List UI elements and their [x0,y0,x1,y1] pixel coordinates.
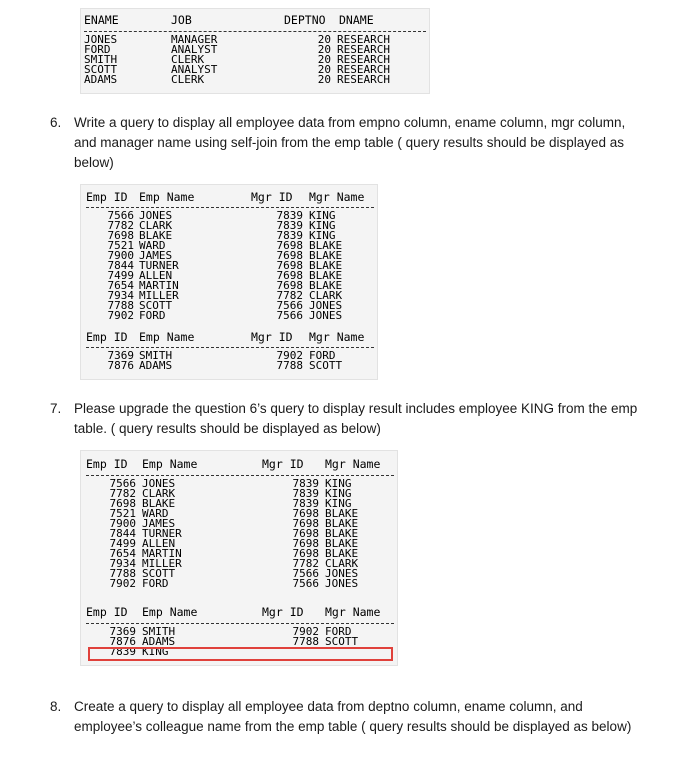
q7-page1-emp-id-column [86,479,136,589]
q5-header-dname: DNAME [339,13,374,27]
q6-page1-mgr-name-column [309,211,342,321]
mgr-name-cell: JONES [325,567,359,580]
q5-result-screenshot [80,8,430,94]
emp-id-cell: 7876 [109,635,136,648]
mgr-id-cell: 7698 [276,259,303,272]
mgr-name-cell: FORD [325,625,352,638]
q7-page1-mgr-id-column [259,479,319,589]
mgr-name-cell: JONES [309,309,343,322]
q7-header2-mgr-id: Mgr ID [262,605,304,619]
question8-number: 8. [50,699,62,714]
dname-cell: RESEARCH [337,33,390,46]
q6-header2-mgr-id: Mgr ID [251,330,293,344]
emp-id-cell: 7566 [107,209,134,222]
emp-name-cell: ADAMS [139,359,173,372]
q5-separator [84,31,426,32]
mgr-name-cell: KING [309,209,336,222]
mgr-id-cell: 7839 [292,497,319,510]
emp-name-cell: SCOTT [142,567,176,580]
mgr-id-cell: 7566 [276,299,303,312]
emp-name-cell: SCOTT [139,299,173,312]
emp-name-cell: JAMES [142,517,176,530]
q7-header-emp-name: Emp Name [142,457,198,471]
q6-page2-emp-name-column [139,351,172,371]
ename-cell: SMITH [84,53,118,66]
mgr-name-cell: JONES [325,577,359,590]
ename-cell: JONES [84,33,118,46]
emp-id-cell: 7782 [107,219,134,232]
q7-separator-1 [86,475,394,476]
emp-name-cell: ALLEN [139,269,173,282]
mgr-id-cell: 7566 [276,309,303,322]
emp-id-cell: 7566 [109,477,136,490]
emp-name-cell: TURNER [139,259,179,272]
q7-header2-emp-name: Emp Name [142,605,198,619]
mgr-id-cell: 7698 [292,537,319,550]
emp-id-cell: 7839 [109,645,136,658]
emp-id-cell: 7521 [107,239,134,252]
mgr-id-cell: 7902 [276,349,303,362]
ename-cell: SCOTT [84,63,118,76]
q6-page2-emp-id-column [86,351,134,371]
mgr-id-cell: 7566 [292,567,319,580]
emp-name-cell: CLARK [142,487,176,500]
job-cell: MANAGER [171,33,218,46]
emp-name-cell: KING [142,645,169,658]
emp-name-cell: TURNER [142,527,182,540]
mgr-name-cell: CLARK [309,289,343,302]
mgr-id-cell: 7839 [276,219,303,232]
question6-number: 6. [50,115,62,130]
deptno-cell: 20 [317,43,331,56]
mgr-name-cell: JONES [309,299,343,312]
q6-page1-emp-id-column [86,211,134,321]
emp-name-cell: FORD [139,309,166,322]
emp-name-cell: MILLER [139,289,179,302]
dname-cell: RESEARCH [337,73,390,86]
emp-name-cell: CLARK [139,219,173,232]
q7-page1-emp-name-column [142,479,182,589]
mgr-name-cell: BLAKE [309,279,343,292]
emp-id-cell: 7788 [109,567,136,580]
question7-text: Please upgrade the question 6’s query to display result includes employee KING from the emp table. ( query results should be displayed as below) [74,401,638,436]
deptno-cell: 20 [317,33,331,46]
q6-header2-emp-id: Emp ID [86,330,128,344]
q6-header-mgr-id: Mgr ID [251,190,293,204]
mgr-name-cell: KING [309,219,336,232]
mgr-id-cell: 7698 [276,249,303,262]
emp-id-cell: 7521 [109,507,136,520]
mgr-name-cell: BLAKE [309,259,343,272]
emp-id-cell: 7900 [107,249,134,262]
q7-result-screenshot [80,450,398,666]
q5-column-ename [84,35,117,85]
emp-id-cell: 7698 [107,229,134,242]
q6-page1-emp-name-column [139,211,179,321]
q5-column-job [171,35,217,85]
q5-column-dname [337,35,390,85]
emp-name-cell: MARTIN [142,547,182,560]
emp-name-cell: ALLEN [142,537,176,550]
q7-header2-mgr-name: Mgr Name [325,605,381,619]
mgr-name-cell: BLAKE [325,527,359,540]
emp-name-cell: MARTIN [139,279,179,292]
mgr-name-cell: BLAKE [309,269,343,282]
emp-name-cell: WARD [142,507,169,520]
mgr-name-cell: KING [309,229,336,242]
q6-page2-mgr-name-column [309,351,342,371]
mgr-name-cell: SCOTT [309,359,343,372]
mgr-id-cell: 7788 [292,635,319,648]
mgr-id-cell: 7698 [292,527,319,540]
emp-id-cell: 7934 [109,557,136,570]
q7-page1-mgr-name-column [325,479,358,589]
mgr-name-cell: BLAKE [325,547,359,560]
mgr-id-cell: 7839 [276,229,303,242]
emp-name-cell: JAMES [139,249,173,262]
emp-name-cell: WARD [139,239,166,252]
mgr-name-cell: BLAKE [309,239,343,252]
emp-id-cell: 7876 [107,359,134,372]
mgr-id-cell: 7839 [276,209,303,222]
mgr-name-cell: BLAKE [325,517,359,530]
mgr-id-cell: 7902 [292,625,319,638]
mgr-name-cell: CLARK [325,557,359,570]
mgr-name-cell: KING [325,497,352,510]
job-cell: ANALYST [171,63,218,76]
q5-header-job: JOB [171,13,192,27]
mgr-id-cell: 7782 [276,289,303,302]
deptno-cell: 20 [317,73,331,86]
emp-id-cell: 7654 [109,547,136,560]
mgr-id-cell: 7782 [292,557,319,570]
emp-name-cell: MILLER [142,557,182,570]
emp-id-cell: 7902 [107,309,134,322]
emp-id-cell: 7844 [107,259,134,272]
question7-number: 7. [50,401,62,416]
q5-header-deptno: DEPTNO [284,13,326,27]
emp-name-cell: JONES [139,209,173,222]
emp-id-cell: 7934 [107,289,134,302]
job-cell: CLERK [171,73,205,86]
q6-separator-2 [86,347,374,348]
emp-id-cell: 7369 [109,625,136,638]
emp-name-cell: BLAKE [142,497,176,510]
dname-cell: RESEARCH [337,53,390,66]
emp-id-cell: 7902 [109,577,136,590]
mgr-name-cell: KING [325,477,352,490]
emp-id-cell: 7499 [107,269,134,282]
mgr-name-cell: SCOTT [325,635,359,648]
emp-name-cell: JONES [142,477,176,490]
emp-id-cell: 7698 [109,497,136,510]
emp-id-cell: 7654 [107,279,134,292]
ename-cell: FORD [84,43,111,56]
mgr-id-cell: 7839 [292,487,319,500]
mgr-id-cell: 7698 [292,507,319,520]
mgr-id-cell: 7788 [276,359,303,372]
q7-header2-emp-id: Emp ID [86,605,128,619]
mgr-id-cell: 7698 [276,279,303,292]
mgr-id-cell: 7839 [292,477,319,490]
emp-id-cell: 7369 [107,349,134,362]
q7-header-mgr-id: Mgr ID [262,457,304,471]
q6-header2-emp-name: Emp Name [139,330,195,344]
king-row-highlight-box [88,647,393,661]
q5-column-deptno [303,35,331,85]
emp-name-cell: FORD [142,577,169,590]
mgr-name-cell: KING [325,487,352,500]
deptno-cell: 20 [317,63,331,76]
mgr-name-cell: BLAKE [325,507,359,520]
emp-name-cell: BLAKE [139,229,173,242]
q7-header-mgr-name: Mgr Name [325,457,381,471]
mgr-id-cell: 7698 [276,269,303,282]
mgr-id-cell: 7698 [276,239,303,252]
q6-header-emp-id: Emp ID [86,190,128,204]
question8-text: Create a query to display all employee data from deptno column, ename column, and employee’s colleague name from the emp table ( query results should be displayed as below) [74,699,632,734]
ename-cell: ADAMS [84,73,118,86]
mgr-name-cell: FORD [309,349,336,362]
mgr-id-cell: 7566 [292,577,319,590]
q6-result-screenshot [80,184,378,380]
q6-page2-mgr-id-column [249,351,303,371]
q6-header-emp-name: Emp Name [139,190,195,204]
emp-id-cell: 7499 [109,537,136,550]
q6-header-mgr-name: Mgr Name [309,190,365,204]
mgr-name-cell: BLAKE [325,537,359,550]
job-cell: CLERK [171,53,205,66]
mgr-id-cell: 7698 [292,547,319,560]
emp-name-cell: SMITH [142,625,176,638]
q7-header-emp-id: Emp ID [86,457,128,471]
q5-header-ename: ENAME [84,13,119,27]
emp-id-cell: 7782 [109,487,136,500]
job-cell: ANALYST [171,43,218,56]
q6-page1-mgr-id-column [249,211,303,321]
dname-cell: RESEARCH [337,63,390,76]
q6-separator-1 [86,207,374,208]
question6-text: Write a query to display all employee data from empno column, ename column, mgr column, and manager name using self-join from the emp table ( query results should be displayed as below) [74,115,626,170]
emp-id-cell: 7788 [107,299,134,312]
emp-name-cell: SMITH [139,349,173,362]
emp-id-cell: 7900 [109,517,136,530]
q7-separator-2 [86,623,394,624]
mgr-id-cell: 7698 [292,517,319,530]
emp-name-cell: ADAMS [142,635,176,648]
emp-id-cell: 7844 [109,527,136,540]
deptno-cell: 20 [317,53,331,66]
dname-cell: RESEARCH [337,43,390,56]
mgr-name-cell: BLAKE [309,249,343,262]
q6-header2-mgr-name: Mgr Name [309,330,365,344]
